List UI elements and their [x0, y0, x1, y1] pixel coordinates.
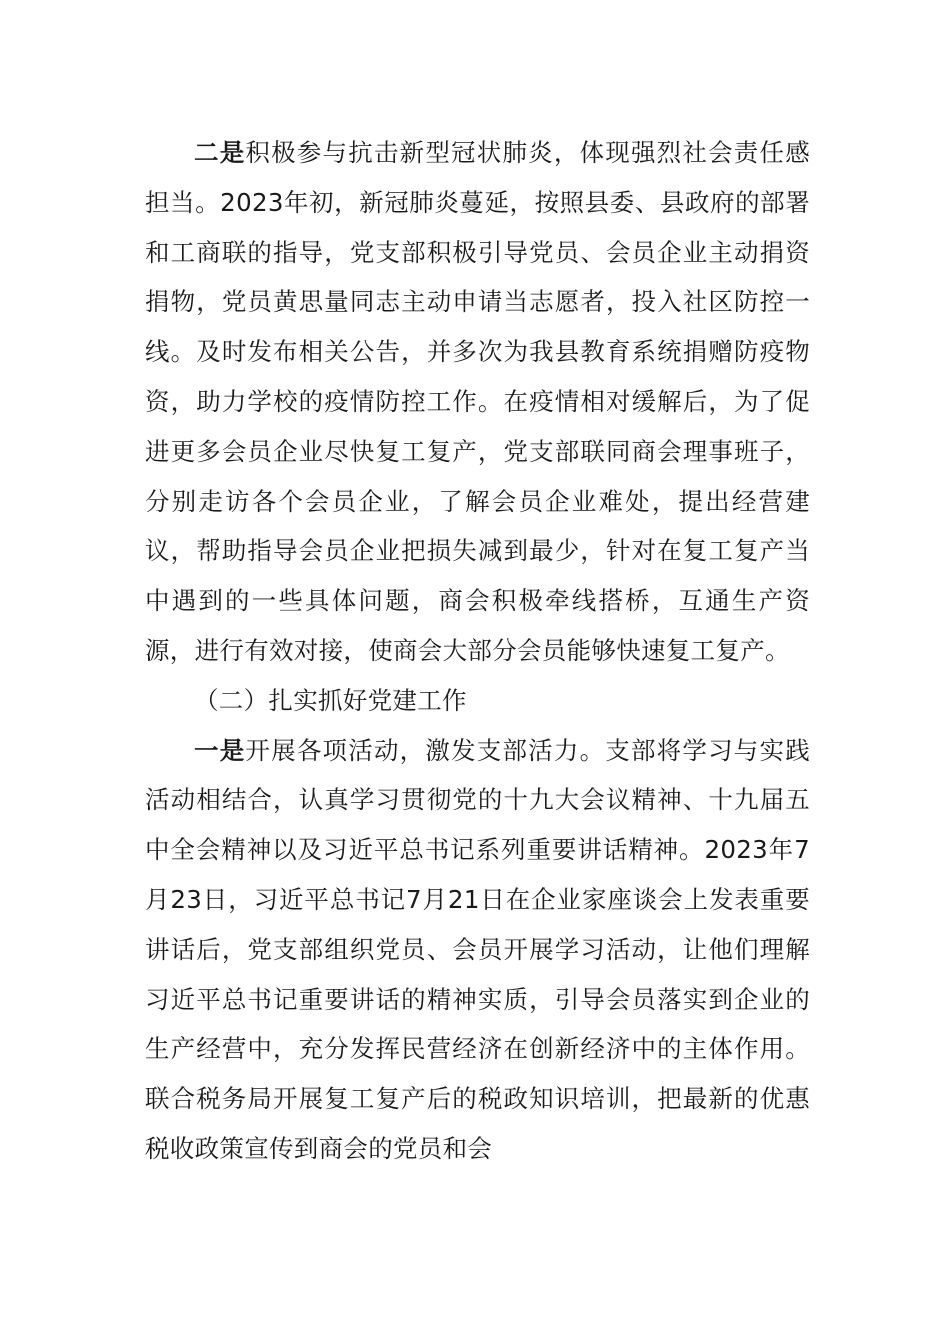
paragraph-text: 开展各项活动，激发支部活力。支部将学习与实践活动相结合，认真学习贯彻党的十九大会议精神、十九届五中全会精神以及习近平总书记系列重要讲话精神。2023年7月23日，习近平总书记7月21日在企业家座谈会上发表重要讲话后，党支部组织党员、会员开展学习活动，让他们理解习近平总书记重要讲话的精神实质，引导会员落实到企业的生产经营中，充分发挥民营经济在创新经济中的主体作用。联合税务局开展复工复产后的税政知识培训，把最新的优惠税收政策宣传到商会的党员和会 — [145, 735, 810, 1163]
document-body — [145, 128, 810, 1174]
paragraph-pandemic-response — [145, 128, 810, 676]
paragraph-party-activities — [145, 726, 810, 1174]
paragraph-lead-bold: 二是 — [194, 138, 246, 167]
paragraph-lead-bold: 一是 — [194, 735, 246, 765]
section-heading: （二）扎实抓好党建工作 — [194, 685, 467, 715]
paragraph-text: 积极参与抗击新型冠状肺炎，体现强烈社会责任感担当。2023年初，新冠肺炎蔓延，按照县委、县政府的部署和工商联的指导，党支部积极引导党员、会员企业主动捐资捐物，党员黄思量同志主动申请当志愿者，投入社区防控一线。及时发布相关公告，并多次为我县教育系统捐赠防疫物资，助力学校的疫情防控工作。在疫情相对缓解后，为了促进更多会员企业尽快复工复产，党支部联同商会理事班子，分别走访各个会员企业，了解会员企业难处，提出经营建议，帮助指导会员企业把损失减到最少，针对在复工复产当中遇到的一些具体问题，商会积极牵线搭桥，互通生产资源，进行有效对接，使商会大部分会员能够快速复工复产。 — [145, 138, 810, 665]
